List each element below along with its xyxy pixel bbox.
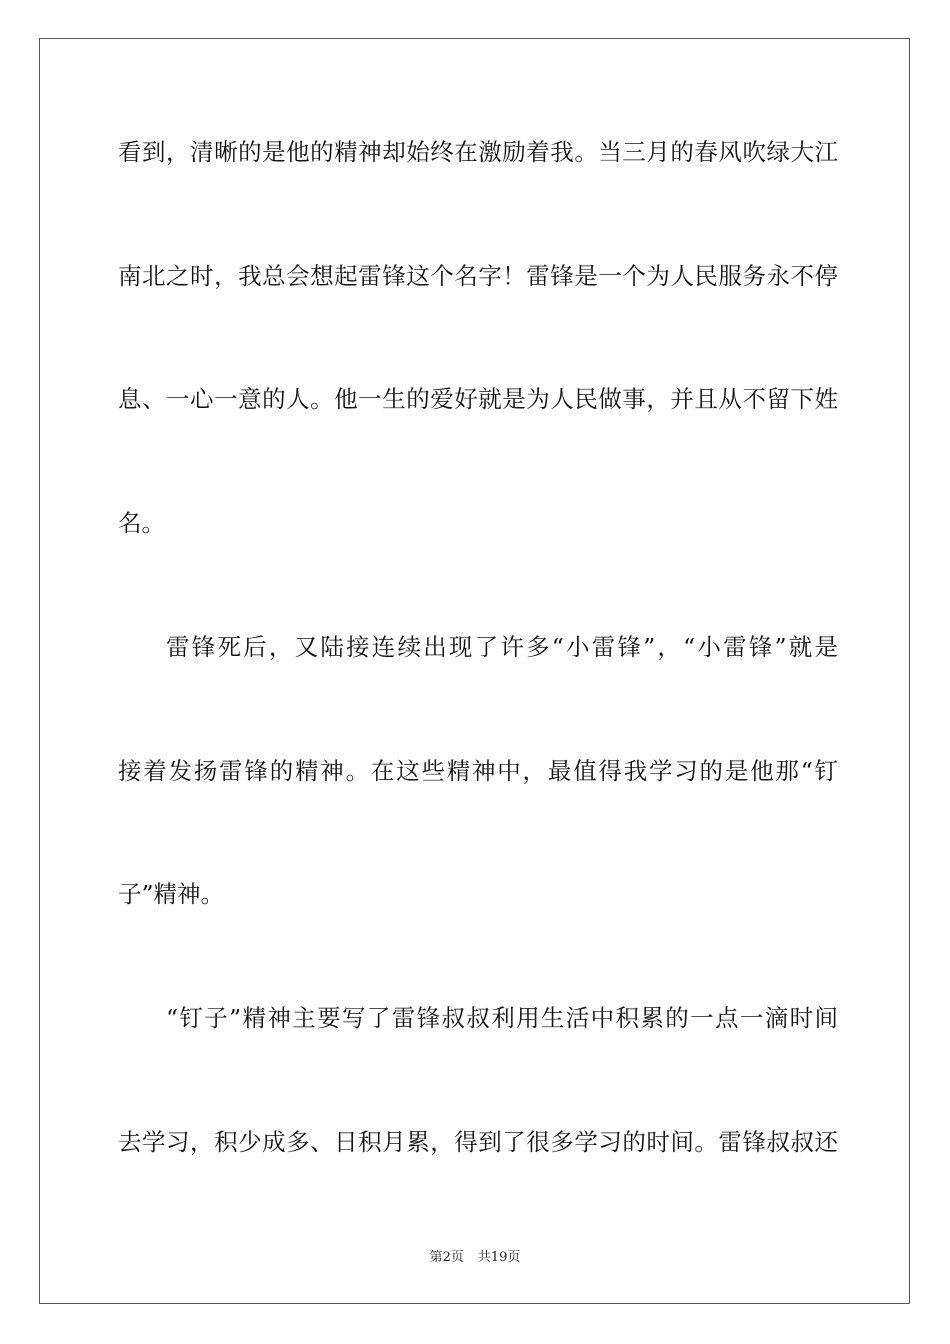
body-text-line: “钉子”精神主要写了雷锋叔叔利用生活中积累的一点一滴时间 bbox=[166, 1004, 838, 1032]
body-text-line: 名。 bbox=[118, 509, 165, 537]
page-frame bbox=[39, 38, 910, 1304]
body-text-line: 接着发扬雷锋的精神。在这些精神中，最值得我学习的是他那“钉 bbox=[118, 757, 838, 785]
page-number: 第2页 bbox=[429, 1250, 464, 1265]
page-footer bbox=[0, 1246, 950, 1265]
body-text-line: 去学习，积少成多、日积月累，得到了很多学习的时间。雷锋叔叔还 bbox=[118, 1128, 838, 1156]
body-text-line: 看到，清晰的是他的精神却始终在激励着我。当三月的春风吹绿大江 bbox=[118, 138, 838, 166]
page-total: 共19页 bbox=[477, 1250, 521, 1265]
body-text-line: 息、一心一意的人。他一生的爱好就是为人民做事，并且从不留下姓 bbox=[118, 385, 838, 413]
body-text-line: 雷锋死后，又陆接连续出现了许多“小雷锋”，“小雷锋”就是 bbox=[166, 633, 838, 661]
body-text-line: 子”精神。 bbox=[118, 880, 225, 908]
body-text-line: 南北之时，我总会想起雷锋这个名字！雷锋是一个为人民服务永不停 bbox=[118, 262, 838, 290]
